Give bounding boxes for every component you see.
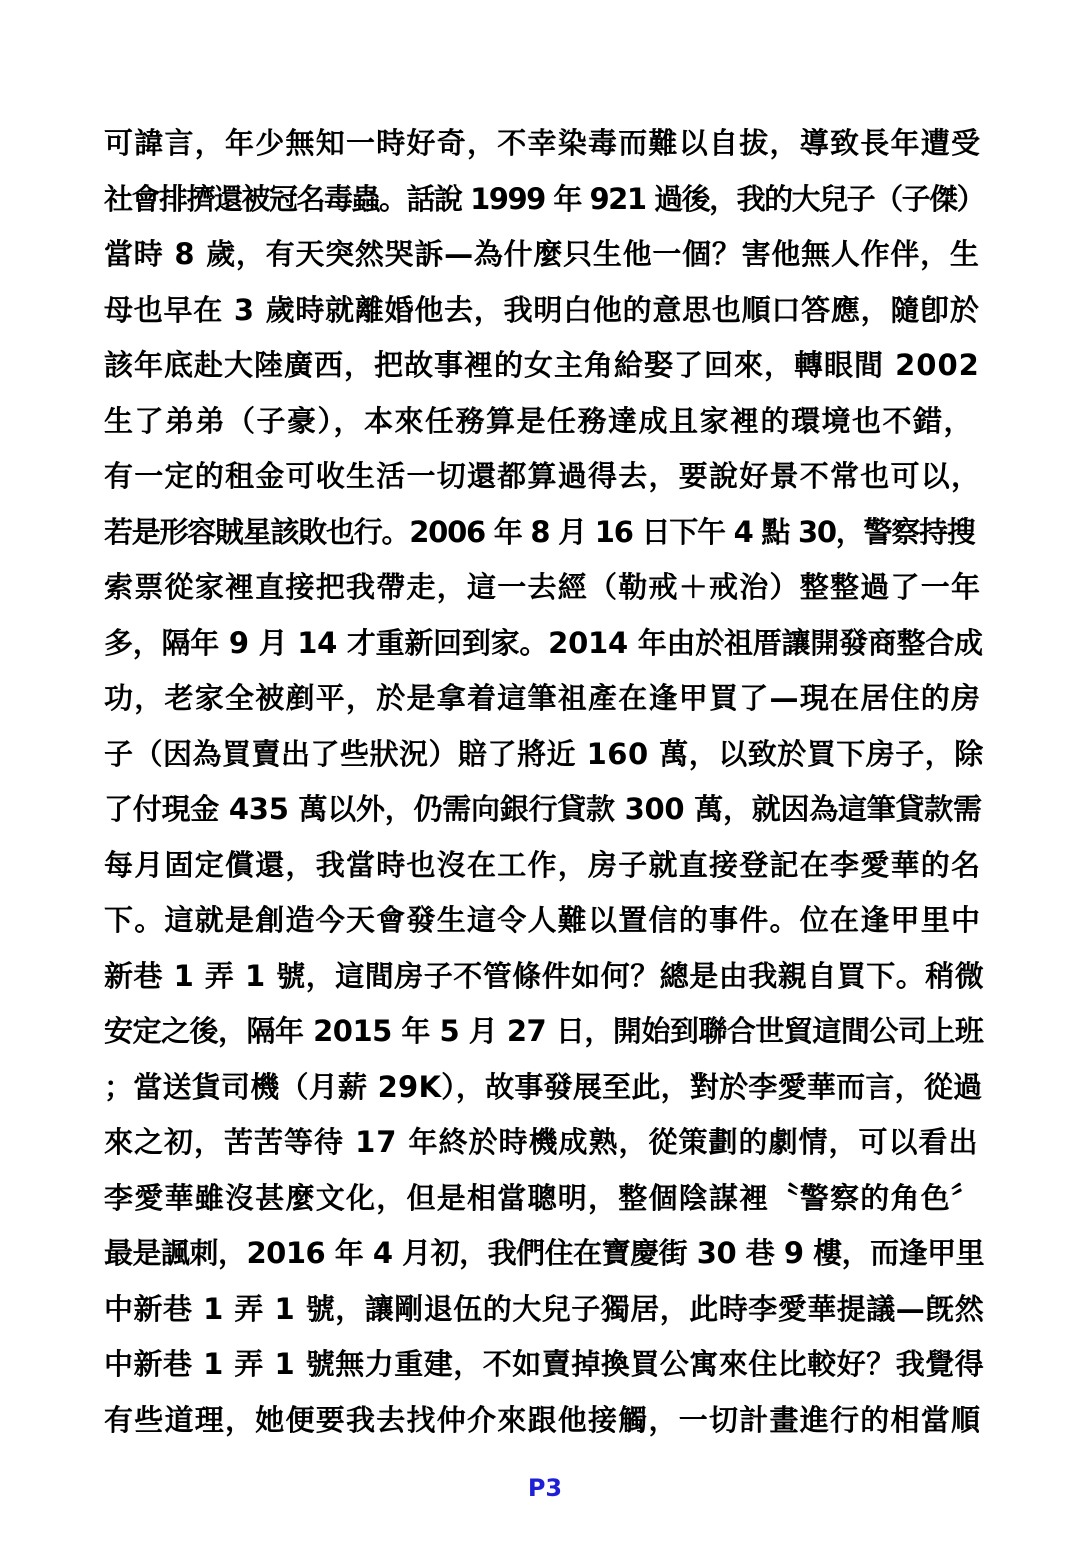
text-line: 中新巷 1 弄 1 號，讓剛退伍的大兒子獨居，此時李愛華提議—旣然 bbox=[104, 1291, 984, 1326]
text-line: ；當送貨司機（月薪 29K），故事發展至此，對於李愛華而言，從過 bbox=[104, 1069, 983, 1104]
text-line: 新巷 1 弄 1 號，這間房子不管條件如何？總是由我親自買下。稍微 bbox=[104, 958, 984, 993]
text-line: 來之初，苦苦等待 17 年終於時機成熟，從策劃的劇情，可以看出 bbox=[104, 1125, 979, 1159]
text-line: 安定之後，隔年 2015 年 5 月 27 日，開始到聯合世貿這間公司上班 bbox=[104, 1014, 984, 1048]
text-line: 當時 8 歲，有天突然哭訴—為什麼只生他一個？害他無人作伴，生 bbox=[104, 237, 980, 271]
text-line: 子（因為買賣出了些狀況）賠了將近 160 萬，以致於買下房子，除 bbox=[104, 736, 984, 771]
text-line: 多，隔年 9 月 14 才重新回到家。2014 年由於祖厝讓開發商整合成 bbox=[104, 625, 983, 660]
text-line: 有些道理，她便要我去找仲介來跟他接觸，一切計畫進行的相當順 bbox=[104, 1402, 982, 1437]
text-line: 了付現金 435 萬以外，仍需向銀行貸款 300 萬，就因為這筆貸款需 bbox=[104, 792, 982, 826]
text-line: 功，老家全被剷平，於是拿着這筆祖產在逢甲買了—現在居住的房 bbox=[104, 681, 982, 715]
text-line: 該年底赴大陸廣西，把故事裡的女主角給娶了回來，轉眼間 2002 bbox=[104, 348, 980, 382]
text-line: 若是形容賊星該敗也行。2006 年 8 月 16 日下午 4 點 30，警察持搜 bbox=[104, 514, 975, 549]
text-line: 社會排擠還被冠名毒蟲。話說 1999 年 921 過後，我的大兒子（子傑） bbox=[104, 181, 984, 216]
text-line: 生了弟弟（子豪），本來任務算是任務達成且家裡的環境也不錯， bbox=[104, 403, 975, 438]
text-line: 母也早在 3 歲時就離婚他去，我明白他的意思也順口答應，隨卽於 bbox=[104, 292, 980, 327]
text-line: 有一定的租金可收生活一切還都算過得去，要說好景不常也可以， bbox=[104, 459, 982, 493]
text-line: 下。這就是創造今天會發生這令人難以置信的事件。位在逢甲里中 bbox=[104, 903, 982, 937]
text-line: 李愛華雖沒甚麼文化，但是相當聰明，整個陰謀裡〝警察的角色〞 bbox=[104, 1180, 982, 1215]
text-line: 可諱言，年少無知一時好奇，不幸染毒而難以自拔，導致長年遭受 bbox=[104, 126, 982, 160]
text-line: 索票從家裡直接把我帶走，這一去經（勒戒＋戒治）整整過了一年 bbox=[104, 570, 982, 604]
page-number: P3 bbox=[527, 1474, 563, 1502]
text-line: 中新巷 1 弄 1 號無力重建，不如賣掉換買公寓來住比較好？我覺得 bbox=[104, 1347, 984, 1381]
body-text bbox=[104, 116, 984, 1448]
text-line: 每月固定償還，我當時也沒在工作，房子就直接登記在李愛華的名 bbox=[104, 847, 982, 882]
text-line: 最是諷刺，2016 年 4 月初，我們住在寶慶街 30 巷 9 樓，而逢甲里 bbox=[104, 1236, 984, 1270]
